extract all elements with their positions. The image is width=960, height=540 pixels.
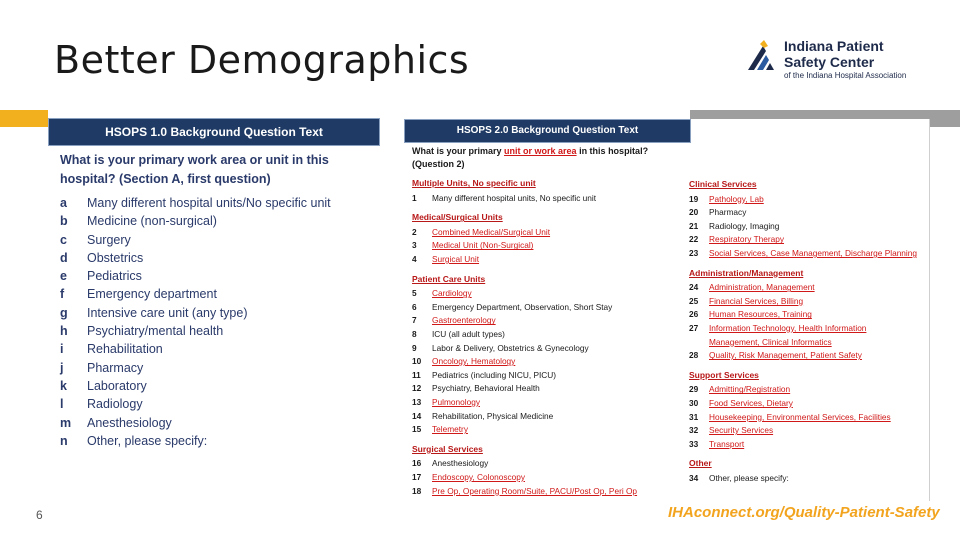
option-letter: m [60, 415, 72, 430]
unit-number: 11 [412, 369, 421, 380]
section-title: Administration/Management [689, 267, 804, 278]
unit-label: Quality, Risk Management, Patient Safety [709, 350, 862, 361]
hsops-1-panel [48, 118, 380, 468]
unit-number: 3 [412, 240, 417, 251]
page-number: 6 [36, 508, 43, 522]
unit-number: 29 [689, 384, 699, 395]
option-letter: l [60, 397, 64, 412]
unit-number: 1 [412, 192, 417, 203]
unit-number: 32 [689, 425, 699, 436]
unit-label: Financial Services, Billing [709, 295, 804, 306]
option-text: Pharmacy [87, 360, 144, 375]
unit-label: Rehabilitation, Physical Medicine [432, 410, 554, 421]
option-item [60, 269, 380, 287]
option-text: Radiology [87, 397, 143, 412]
unit-label: Security Services [709, 425, 774, 436]
unit-label: Oncology, Hematology [432, 356, 516, 367]
unit-label: Food Services, Dietary [709, 398, 793, 408]
page-title: Better Demographics [54, 38, 470, 82]
unit-number: 16 [412, 458, 422, 469]
option-item [60, 434, 380, 452]
question-text-highlight: unit or work area [504, 146, 577, 156]
option-letter: n [60, 433, 68, 448]
option-item [60, 306, 380, 324]
unit-number: 15 [412, 424, 422, 435]
option-item [60, 361, 380, 379]
option-letter: f [60, 287, 65, 302]
unit-label: Administration, Management [709, 282, 815, 293]
unit-label: Combined Medical/Surgical Unit [432, 226, 551, 237]
unit-label: Human Resources, Training [709, 309, 812, 320]
hsops-1-question: What is your primary work area or unit in this hospital? (Section A, first question) [60, 153, 329, 186]
option-text: Intensive care unit (any type) [87, 305, 248, 320]
question-text-pre: What is your primary [412, 146, 505, 156]
unit-label: Anesthesiology [432, 458, 489, 469]
footer-url: IHAconnect.org/Quality-Patient-Safety [668, 504, 940, 521]
option-letter: i [60, 342, 64, 357]
option-text: Many different hospital units/No specific unit [87, 196, 331, 210]
option-text: Obstetrics [87, 250, 144, 265]
unit-number: 9 [412, 342, 417, 353]
unit-number: 34 [689, 473, 699, 483]
hsops-2-panel [404, 119, 930, 501]
unit-number: 8 [412, 329, 417, 339]
option-letter: d [60, 250, 68, 265]
option-item [60, 214, 380, 232]
hsops-1-header: HSOPS 1.0 Background Question Text [48, 118, 380, 146]
unit-label: Many different hospital units, No specific unit [432, 192, 597, 203]
unit-label: Surgical Unit [432, 254, 480, 264]
option-letter: e [60, 269, 67, 284]
question-text-post: in this hospital? [576, 146, 649, 156]
unit-number: 27 [689, 323, 699, 333]
logo-line-1: Indiana Patient [784, 38, 884, 54]
option-text: Laboratory [87, 378, 147, 393]
option-item [60, 416, 380, 434]
hsops-2-header: HSOPS 2.0 Background Question Text [404, 119, 691, 143]
unit-number: 7 [412, 315, 417, 326]
unit-label: Pathology, Lab [709, 193, 764, 204]
ipsc-logo-icon [746, 40, 780, 72]
unit-label: Gastroenterology [432, 315, 496, 326]
unit-number: 28 [689, 350, 699, 361]
option-item [60, 397, 380, 415]
option-text: Emergency department [87, 287, 217, 302]
option-item [60, 251, 380, 269]
option-text: Pediatrics [87, 269, 142, 284]
section-title: Multiple Units, No specific unit [412, 178, 536, 188]
unit-number: 13 [412, 397, 422, 407]
option-item [60, 287, 380, 305]
unit-label: Other, please specify: [709, 473, 789, 483]
unit-label: Pulmonology [432, 397, 480, 407]
unit-label: Radiology, Imaging [709, 220, 780, 231]
hsops-2-question [412, 145, 648, 171]
unit-number: 22 [689, 234, 699, 245]
option-letter: k [60, 378, 67, 393]
unit-label: Telemetry [432, 424, 468, 435]
option-text: Anesthesiology [87, 415, 172, 430]
option-text: Medicine (non-surgical) [87, 214, 217, 229]
section-title: Other [689, 458, 712, 469]
unit-number: 23 [689, 248, 699, 258]
option-item [60, 324, 380, 342]
unit-number: 12 [412, 383, 422, 394]
unit-label: Psychiatry, Behavioral Health [432, 383, 540, 394]
unit-number: 6 [412, 301, 417, 312]
section-title: Medical/Surgical Units [412, 212, 503, 223]
option-text: Other, please specify: [87, 433, 208, 448]
unit-label: Information Technology, Health Information [709, 323, 867, 333]
option-item [60, 196, 380, 214]
option-text: Rehabilitation [87, 342, 163, 357]
option-letter: j [60, 360, 64, 375]
unit-number: 26 [689, 309, 699, 320]
unit-number: 30 [689, 398, 699, 408]
unit-label: Pharmacy [709, 207, 747, 218]
unit-number: 18 [412, 485, 422, 496]
unit-label: Medical Unit (Non-Surgical) [432, 240, 534, 251]
section-title: Clinical Services [689, 179, 757, 189]
unit-number: 2 [412, 226, 417, 237]
logo-line-3: of the Indiana Hospital Association [784, 71, 907, 80]
option-letter: c [60, 232, 67, 247]
option-letter: a [60, 196, 67, 210]
unit-number: 10 [412, 356, 422, 367]
unit-label: Pediatrics (including NICU, PICU) [432, 369, 557, 380]
unit-number: 5 [412, 288, 417, 299]
unit-number: 33 [689, 438, 699, 449]
option-item [60, 379, 380, 397]
unit-number: 24 [689, 282, 699, 293]
unit-number: 4 [412, 254, 417, 264]
accent-band-yellow [0, 110, 48, 127]
option-letter: g [60, 305, 68, 320]
option-text: Psychiatry/mental health [87, 324, 224, 339]
option-letter: b [60, 214, 68, 229]
unit-number: 31 [689, 411, 699, 422]
unit-label: Social Services, Case Management, Discharge Planning [709, 248, 917, 258]
section-title: Patient Care Units [412, 273, 486, 284]
unit-number: 19 [689, 193, 699, 204]
option-text: Surgery [87, 232, 131, 247]
question-number: (Question 2) [412, 159, 465, 169]
unit-number: 20 [689, 207, 699, 218]
unit-label: Pre Op, Operating Room/Suite, PACU/Post Op, Peri Op [432, 485, 638, 496]
unit-label: ICU (all adult types) [432, 329, 505, 339]
option-item [60, 342, 380, 360]
option-item [60, 233, 380, 251]
hsops-1-options [60, 196, 380, 452]
unit-label: Endoscopy, Colonoscopy [432, 472, 526, 482]
unit-number: 21 [689, 220, 699, 231]
ipsc-logo [746, 38, 926, 84]
unit-number: 14 [412, 410, 422, 421]
option-letter: h [60, 324, 68, 339]
unit-label: Respiratory Therapy [709, 234, 785, 245]
unit-label: Housekeeping, Environmental Services, Facilities [709, 411, 891, 422]
unit-label: Cardiology [432, 288, 472, 299]
logo-line-2: Safety Center [784, 54, 875, 70]
unit-label: Admitting/Registration [709, 384, 791, 395]
unit-label: Transport [709, 438, 745, 449]
section-title: Surgical Services [412, 443, 483, 454]
unit-label: Management, Clinical Informatics [709, 336, 832, 347]
unit-label: Emergency Department, Observation, Short Stay [432, 301, 613, 312]
unit-number: 25 [689, 295, 699, 306]
unit-label: Labor & Delivery, Obstetrics & Gynecology [432, 342, 589, 353]
section-title: Support Services [689, 369, 759, 380]
unit-number: 17 [412, 472, 422, 482]
